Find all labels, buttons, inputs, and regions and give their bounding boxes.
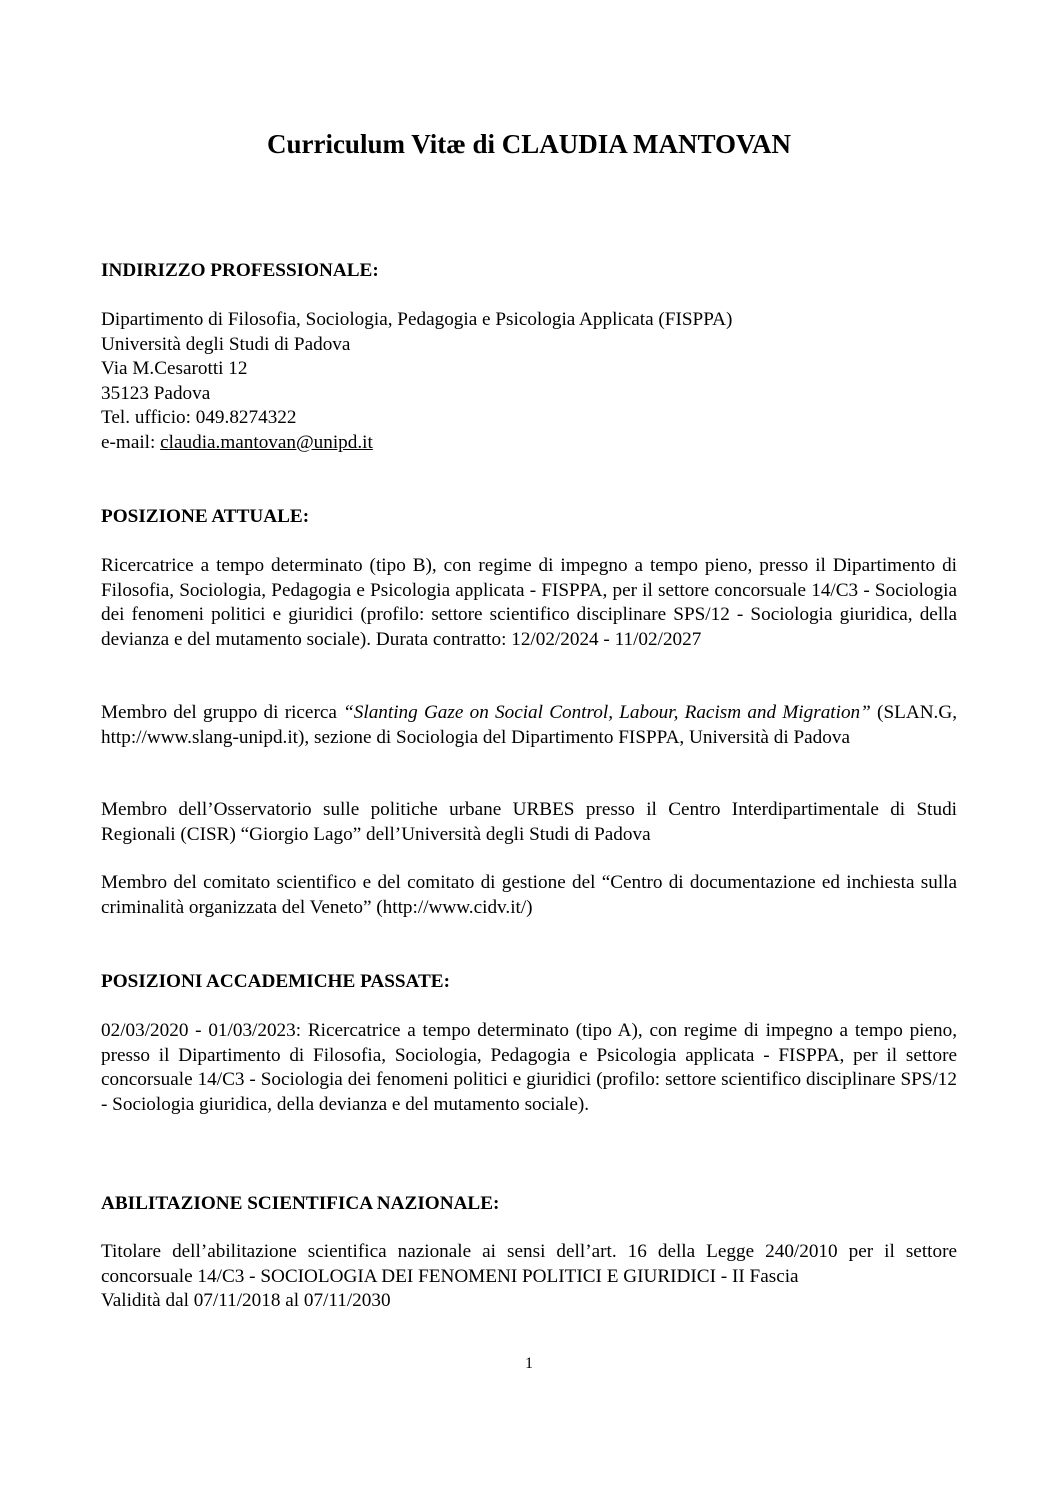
habilitation-validity: Validità dal 07/11/2018 al 07/11/2030 xyxy=(101,1290,391,1311)
current-position-paragraph-3: Membro dell’Osservatorio sulle politiche urbane URBES presso il Centro Interdipartimentale di Studi Regionali (CISR) “Giorgio Lago” dell’Università degli Studi di Padova xyxy=(101,799,957,845)
address-city: 35123 Padova xyxy=(101,382,211,404)
habilitation-paragraph: Titolare dell’abilitazione scientifica nazionale ai sensi dell’art. 16 della Legge 240/2010 per il settore concorsuale 14/C3 - SOCIOLOGIA DEI FENOMENI POLITICI E GIURIDICI - II Fascia xyxy=(101,1241,957,1287)
current-position-heading: POSIZIONE ATTUALE: xyxy=(101,506,310,527)
address-university: Università degli Studi di Padova xyxy=(101,333,351,355)
page-number: 1 xyxy=(525,1355,533,1372)
research-group-suffix: (SLAN.G, http://www.slang-unipd.it), sezione di Sociologia del Dipartimento FISPPA, Università di Padova xyxy=(101,702,957,748)
past-positions-heading: POSIZIONI ACCADEMICHE PASSATE: xyxy=(101,971,450,992)
address-block xyxy=(101,308,957,455)
address-email-line xyxy=(101,431,957,456)
current-position-paragraph-2 xyxy=(101,701,957,750)
address-department: Dipartimento di Filosofia, Sociologia, Pedagogia e Psicologia Applicata (FISPPA) xyxy=(101,309,733,330)
email-link[interactable]: claudia.mantovan@unipd.it xyxy=(160,431,373,453)
research-group-prefix: Membro del gruppo di ricerca xyxy=(101,702,344,723)
current-position-paragraph-4: Membro del comitato scientifico e del comitato di gestione del “Centro di documentazione ed inchiesta sulla criminalità organizzata del Veneto” (http://www.cidv.it/) xyxy=(101,872,957,918)
address-phone: Tel. ufficio: 049.8274322 xyxy=(101,407,297,428)
address-street: Via M.Cesarotti 12 xyxy=(101,358,248,379)
page-title: Curriculum Vitæ di CLAUDIA MANTOVAN xyxy=(266,129,792,159)
current-position-paragraph-1: Ricercatrice a tempo determinato (tipo B), con regime di impegno a tempo pieno, presso il Dipartimento di Filosofia, Sociologia, Pedagogia e Psicologia applicata - FISPPA, per il settore concorsuale 14/C3 - Sociologia dei fenomeni politici e giuridici (profilo: settore scientifico disciplinare SPS/12 - Sociologia giuridica, della devianza e del mutamento sociale). Durata contratto: 12/02/2024 - 11/02/2027 xyxy=(101,555,957,650)
research-group-name: “Slanting Gaze on Social Control, Labour, Racism and Migration” xyxy=(343,702,871,723)
habilitation-heading: ABILITAZIONE SCIENTIFICA NAZIONALE: xyxy=(101,1193,500,1214)
past-positions-paragraph: 02/03/2020 - 01/03/2023: Ricercatrice a tempo determinato (tipo A), con regime di impegno a tempo pieno, presso il Dipartimento di Filosofia, Sociologia, Pedagogia e Psicologia applicata - FISPPA, per il settore concorsuale 14/C3 - Sociologia dei fenomeni politici e giuridici (profilo: settore scientifico disciplinare SPS/12 - Sociologia giuridica, della devianza e del mutamento sociale). xyxy=(101,1020,957,1115)
address-heading: INDIRIZZO PROFESSIONALE: xyxy=(101,260,379,281)
email-label: e-mail: xyxy=(101,431,161,453)
